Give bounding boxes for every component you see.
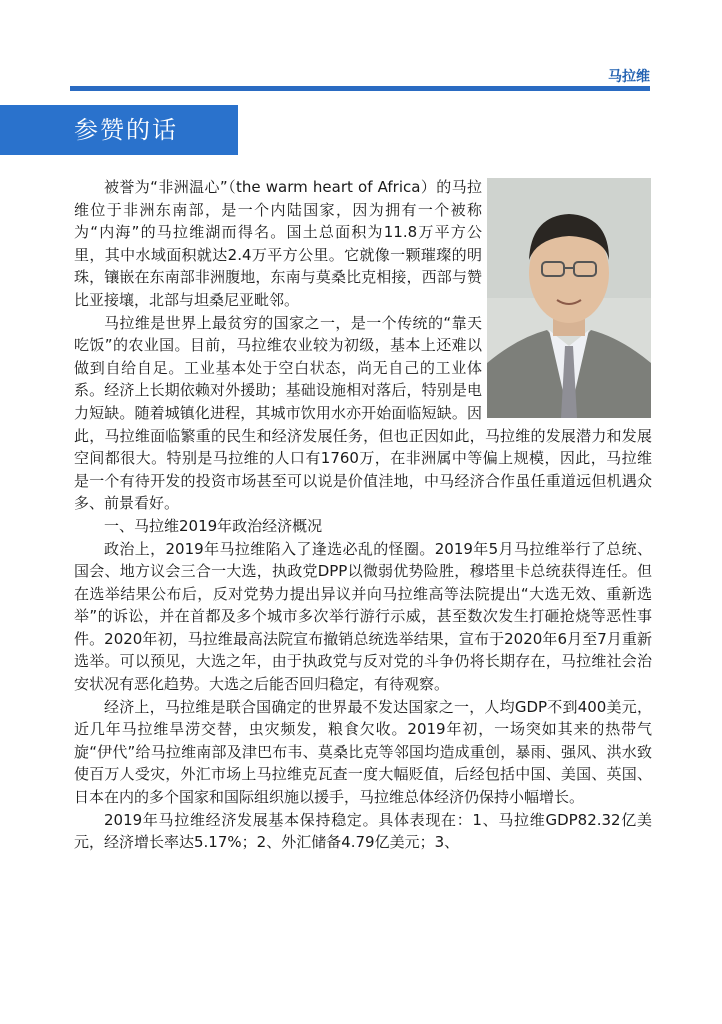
section-title: 参赞的话 — [74, 116, 178, 144]
article-body — [74, 176, 652, 854]
photo-float-spacer — [482, 176, 652, 420]
header-rule — [70, 86, 650, 91]
header-country-label: 马拉维 — [608, 69, 650, 85]
paragraph-politics: 政治上，2019年马拉维陷入了逢选必乱的怪圈。2019年5月马拉维举行了总统、国会、地方议会三合一大选，执政党DPP以微弱优势险胜，穆塔里卡总统获得连任。但在选举结果公布后，反对党势力提出异议并向马拉维高等法院提出“大选无效、重新选举”的诉讼，并在首都及多个城市多次举行游行示威，甚至数次发生打砸抢烧等恶性事件。2020年初，马拉维最高法院宣布撤销总统选举结果，宣布于2020年6月至7月重新选举。可以预见，大选之年，由于执政党与反对党的斗争仍将长期存在，马拉维社会治安状况有恶化趋势。大选之后能否回归稳定，有待观察。 — [74, 539, 652, 694]
paragraph-economics: 经济上，马拉维是联合国确定的世界最不发达国家之一，人均GDP不到400美元，近几年马拉维旱涝交替，虫灾频发，粮食欠收。2019年初，一场突如其来的热带气旋“伊代”给马拉维南部及津巴布韦、莫桑比克等邻国均造成重创，暴雨、强风、洪水致使百万人受灾，外汇市场上马拉维克瓦查一度大幅贬值，后经包括中国、美国、英国、日本在内的多个国家和国际组织施以援手，马拉维总体经济仍保持小幅增长。 — [74, 697, 652, 807]
paragraph-economy-overview: 马拉维是世界上最贫穷的国家之一，是一个传统的“靠天吃饭”的农业国。目前，马拉维农业较为初级，基本上还难以做到自给自足。工业基本处于空白状态，尚无自己的工业体系。经济上长期依赖对外援助；基础设施相对落后，特别是电力短缺。随着城镇化进程，其城市饮用水亦开始面临短缺。因此，马拉维面临繁重的民生和经济发展任务，但也正因如此，马拉维的发展潜力和发展空间都很大。特别是马拉维的人口有1760万，在非洲属中等偏上规模，因此，马拉维是一个有待开发的投资市场甚至可以说是价值洼地，中马经济合作虽任重道远但机遇众多、前景看好。 — [74, 313, 652, 513]
paragraph-2019-stats: 2019年马拉维经济发展基本保持稳定。具体表现在：1、马拉维GDP82.32亿美元，经济增长率达5.17%；2、外汇储备4.79亿美元；3、 — [74, 810, 652, 852]
section-heading-2019-overview: 一、马拉维2019年政治经济概况 — [104, 516, 323, 535]
paragraph-intro: 被誉为“非洲温心”（the warm heart of Africa）的马拉维位于非洲东南部，是一个内陆国家，因为拥有一个被称为“内海”的马拉维湖而得名。国土总面积为11.8万平方公里，其中水域面积就达2.4万平方公里。它就像一颗璀璨的明珠，镶嵌在东南部非洲腹地，东南与莫桑比克相接，西部与赞比亚接壤，北部与坦桑尼亚毗邻。 — [74, 178, 482, 309]
